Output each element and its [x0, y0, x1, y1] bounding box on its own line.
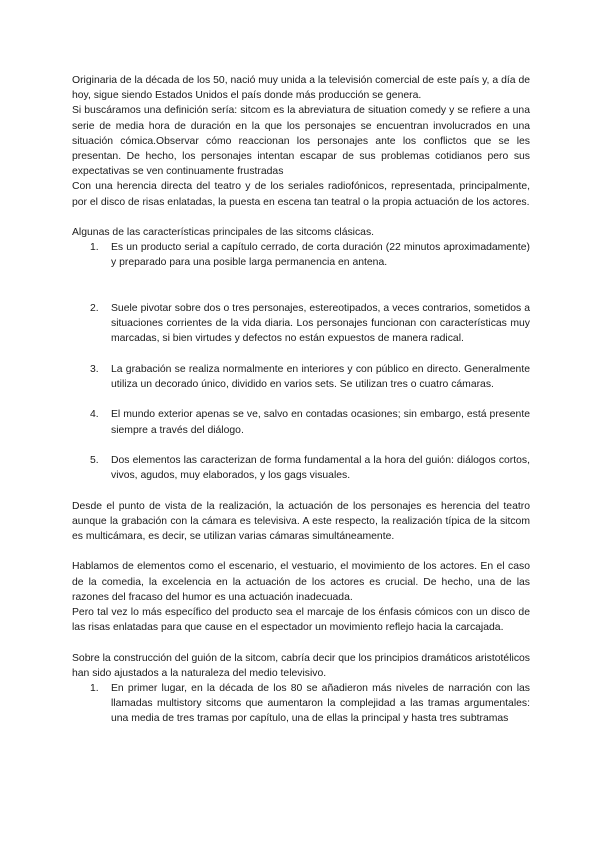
list-item-number: 2.	[90, 303, 99, 314]
document-body	[72, 73, 530, 727]
paragraph-realization: Desde el punto de vista de la realización, la actuación de los personajes es herencia del teatro aunque la grabación con la cámara es televisiva. A este respecto, la realización típica de la sitcom es multicámara, es decir, se utilizan varias cámaras simultáneamente.	[72, 500, 530, 542]
characteristics-list	[72, 240, 530, 483]
paragraph-list-intro: Algunas de las características principales de las sitcoms clásicas.	[72, 227, 375, 239]
list-item-number: 4.	[90, 409, 99, 421]
list-item-number: 1.	[90, 682, 99, 694]
paragraph-laugh-track: Pero tal vez lo más específico del producto sea el marcaje de los énfasis cómicos con un disco de las risas enlatadas para que cause en el espectador un movimiento reflejo hacia la carcajada.	[72, 606, 530, 634]
list-item-text: Suele pivotar sobre dos o tres personajes, estereotipados, a veces contrarios, sometidos a situaciones corrientes de la vida diaria. Los personajes funcionan con características muy marcadas, si bien virtudes y defectos no están expuestos de manera radical.	[111, 303, 530, 345]
paragraph-definition: Si buscáramos una definición sería: sitcom es la abreviatura de situation comedy y se refiere a una serie de media hora de duración en la que los personajes se encuentran involucrados en una situación cómica.Observar cómo reaccionan los personajes ante los conflictos que se les presentan. De hecho, los personajes intentan escapar de sus problemas cotidianos pero sus expectativas se ven continuamente frustradas	[72, 105, 530, 178]
list-item	[72, 240, 530, 270]
list-item	[72, 301, 530, 347]
list-item-text: La grabación se realiza normalmente en interiores y con público en directo. Generalmente utiliza un decorado único, dividido en varios sets. Se utilizan tres o cuatro cámaras.	[111, 363, 530, 390]
list-item	[72, 407, 530, 437]
list-item-text: Dos elementos las caracterizan de forma fundamental a la hora del guión: diálogos cortos, vivos, agudos, muy elaborados, y los gags visuales.	[111, 454, 530, 482]
paragraph-heritage: Con una herencia directa del teatro y de los seriales radiofónicos, representada, principalmente, por el disco de risas enlatadas, la puesta en escena tan teatral o la propia actuación de los actores.	[72, 181, 530, 208]
list-item-number: 1.	[90, 242, 99, 254]
list-item-number: 5.	[90, 454, 99, 466]
list-item	[72, 681, 530, 727]
list-item-number: 3.	[90, 363, 99, 375]
list-item-text: El mundo exterior apenas se ve, salvo en contadas ocasiones; sin embargo, está presente siempre a través del diálogo.	[111, 409, 530, 436]
list-item	[72, 453, 530, 483]
script-list	[72, 681, 530, 727]
paragraph-script: Sobre la construcción del guión de la sitcom, cabría decir que los principios dramáticos aristotélicos han sido ajustados a la naturaleza del medio televisivo.	[72, 652, 530, 679]
paragraph-elements: Hablamos de elementos como el escenario, el vestuario, el movimiento de los actores. En el caso de la comedia, la excelencia en la actuación de los actores es crucial. De hecho, una de las razones del fracaso del humor es una actuación inadecuada.	[72, 561, 530, 603]
paragraph-origin: Originaria de la década de los 50, nació muy unida a la televisión comercial de este país y, a día de hoy, sigue siendo Estados Unidos el país donde más producción se genera.	[72, 75, 530, 102]
list-item-text: En primer lugar, en la década de los 80 se añadieron más niveles de narración con las llamadas multistory sitcoms que aumentaron la complejidad a las tramas argumentales: una media de tres tramas por capítulo, una de ellas la principal y hasta tres subtramas	[111, 682, 530, 725]
list-item	[72, 362, 530, 392]
list-item-text: Es un producto serial a capítulo cerrado, de corta duración (22 minutos aproximadamente) y preparado para una posible larga permanencia en antena.	[111, 242, 530, 269]
